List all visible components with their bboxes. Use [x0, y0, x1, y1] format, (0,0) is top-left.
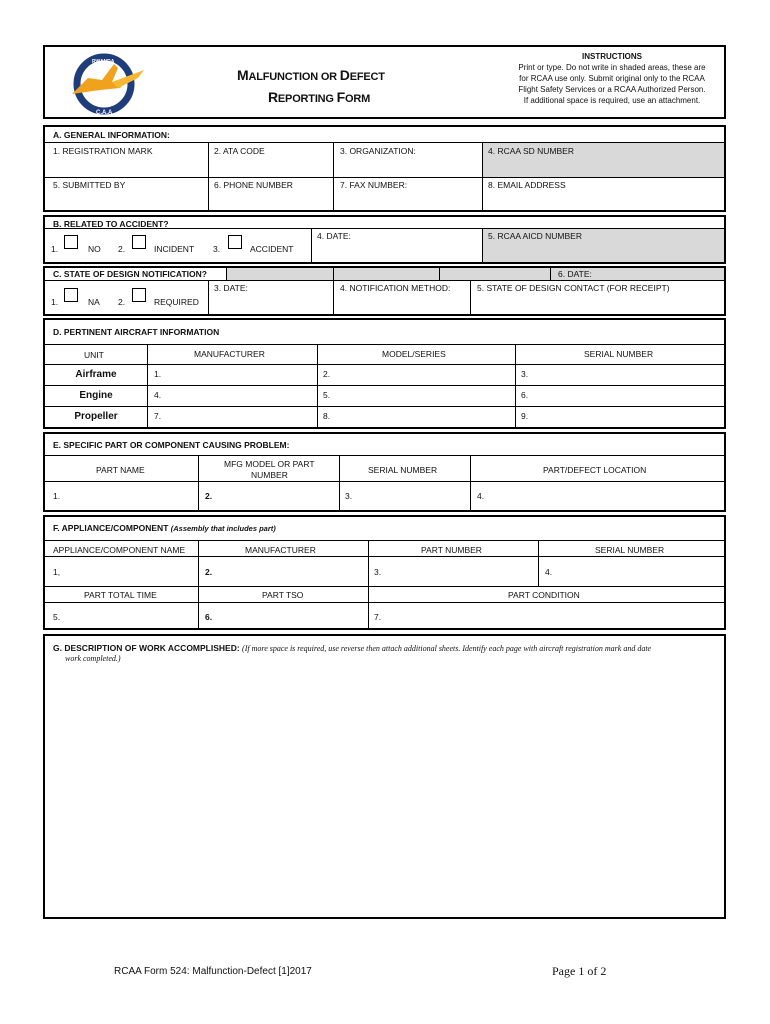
form-title-line2: REPORTING FORM: [268, 89, 371, 105]
d-cell-9[interactable]: 9.: [521, 411, 529, 421]
instructions-line-1: Print or type. Do not write in shaded areas, these are: [518, 63, 706, 72]
a-fax-number-label[interactable]: 7. FAX NUMBER:: [340, 180, 408, 190]
d-cell-4[interactable]: 4.: [154, 390, 162, 400]
b-heading: B. RELATED TO ACCIDENT?: [53, 219, 169, 229]
d-cell-1[interactable]: 1.: [154, 369, 162, 379]
a-ata-code-label[interactable]: 2. ATA CODE: [214, 146, 265, 156]
f-cell-1[interactable]: 1,: [53, 567, 61, 577]
e-cell-2[interactable]: 2.: [205, 491, 213, 501]
a-heading: A. GENERAL INFORMATION:: [53, 130, 170, 140]
b-accident-number: 3.: [213, 244, 221, 254]
e-col-mfg-model-1: MFG MODEL OR PART: [224, 459, 315, 469]
footer-form-id: RCAA Form 524: Malfunction-Defect [1]2017: [114, 966, 312, 977]
b-incident-number: 2.: [118, 244, 126, 254]
logo-bottom-text: C.A.A: [96, 110, 113, 116]
d-cell-5[interactable]: 5.: [323, 390, 331, 400]
b-no-checkbox[interactable]: [64, 235, 78, 249]
g-heading: G. DESCRIPTION OF WORK ACCOMPLISHED: (If more space is required, use reverse then attach additional sheets. Identify each page with aircraft registration mark and date: [53, 643, 652, 653]
a-rcaa-sd-number-label: 4. RCAA SD NUMBER: [488, 146, 574, 156]
b-accident-checkbox[interactable]: [228, 235, 242, 249]
c-required-checkbox[interactable]: [132, 288, 146, 302]
f-heading-note: (Assembly that includes part): [170, 524, 276, 533]
f-cell-7[interactable]: 7.: [374, 612, 382, 622]
b-no-label: NO: [88, 244, 101, 254]
f-cell-4[interactable]: 4.: [545, 567, 553, 577]
c-required-number: 2.: [118, 297, 126, 307]
d-col-model-series: MODEL/SERIES: [382, 349, 446, 359]
b-date-label[interactable]: 4. DATE:: [317, 231, 351, 241]
f-cell-6[interactable]: 6.: [205, 612, 213, 622]
f-col-part-condition: PART CONDITION: [508, 590, 580, 600]
section-g[interactable]: [43, 634, 726, 919]
d-col-manufacturer: MANUFACTURER: [194, 349, 265, 359]
c-date-label[interactable]: 3. DATE:: [214, 283, 248, 293]
f-col-part-tso: PART TSO: [262, 590, 304, 600]
rcaa-logo: [68, 50, 148, 118]
f-cell-3[interactable]: 3.: [374, 567, 382, 577]
a-email-address-label[interactable]: 8. EMAIL ADDRESS: [488, 180, 566, 190]
d-cell-7[interactable]: 7.: [154, 411, 162, 421]
e-heading: E. SPECIFIC PART OR COMPONENT CAUSING PROBLEM:: [53, 440, 290, 450]
b-rcaa-aicd-number-label: 5. RCAA AICD NUMBER: [488, 231, 582, 241]
f-heading: F. APPLIANCE/COMPONENT (Assembly that includes part): [53, 523, 276, 533]
c-notification-method-label[interactable]: 4. NOTIFICATION METHOD:: [340, 283, 451, 293]
a-submitted-by-label[interactable]: 5. SUBMITTED BY: [53, 180, 126, 190]
d-cell-3[interactable]: 3.: [521, 369, 529, 379]
a-organization-label[interactable]: 3. ORGANIZATION:: [340, 146, 416, 156]
instructions-line-2: for RCAA use only. Submit original only to the RCAA: [519, 74, 705, 83]
b-no-number: 1.: [51, 244, 59, 254]
f-cell-5[interactable]: 5.: [53, 612, 61, 622]
instructions-title: INSTRUCTIONS: [582, 52, 642, 61]
d-cell-8[interactable]: 8.: [323, 411, 331, 421]
d-row-engine-unit: Engine: [79, 390, 113, 401]
logo-top-text: RWANDA: [92, 59, 115, 65]
e-cell-1[interactable]: 1.: [53, 491, 61, 501]
b-accident-label: ACCIDENT: [250, 244, 294, 254]
f-col-part-number: PART NUMBER: [421, 545, 482, 555]
e-cell-4[interactable]: 4.: [477, 491, 485, 501]
e-cell-3[interactable]: 3.: [345, 491, 353, 501]
e-col-part-defect-location: PART/DEFECT LOCATION: [543, 465, 647, 475]
f-col-manufacturer: MANUFACTURER: [245, 545, 316, 555]
e-col-mfg-model-2: NUMBER: [251, 470, 288, 480]
g-note-line2: work completed.): [65, 654, 121, 663]
f-cell-2[interactable]: 2.: [205, 567, 213, 577]
c-na-number: 1.: [51, 297, 59, 307]
d-col-serial-number: SERIAL NUMBER: [584, 349, 654, 359]
e-col-serial-number: SERIAL NUMBER: [368, 465, 438, 475]
c-state-contact-label[interactable]: 5. STATE OF DESIGN CONTACT (FOR RECEIPT): [477, 283, 670, 293]
c-na-label: NA: [88, 297, 100, 307]
c-heading: C. STATE OF DESIGN NOTIFICATION?: [53, 269, 207, 279]
d-heading: D. PERTINENT AIRCRAFT INFORMATION: [53, 327, 220, 337]
b-incident-checkbox[interactable]: [132, 235, 146, 249]
d-row-airframe-unit: Airframe: [75, 369, 117, 380]
c-required-label: REQUIRED: [154, 297, 199, 307]
instructions-line-3: Flight Safety Services or a RCAA Authorized Person.: [518, 85, 706, 94]
f-col-part-total-time: PART TOTAL TIME: [84, 590, 157, 600]
instructions-line-4: If additional space is required, use an attachment.: [523, 96, 701, 105]
f-col-serial-number: SERIAL NUMBER: [595, 545, 665, 555]
f-col-appliance-name: APPLIANCE/COMPONENT NAME: [53, 545, 186, 555]
d-cell-6[interactable]: 6.: [521, 390, 529, 400]
d-row-propeller-unit: Propeller: [74, 411, 118, 422]
a-phone-number-label[interactable]: 6. PHONE NUMBER: [214, 180, 293, 190]
footer-page-number: Page 1 of 2: [552, 964, 607, 978]
form-title-line1: MALFUNCTION OR DEFECT: [237, 67, 385, 83]
d-cell-2[interactable]: 2.: [323, 369, 331, 379]
a-registration-mark-label[interactable]: 1. REGISTRATION MARK: [53, 146, 153, 156]
e-col-part-name: PART NAME: [96, 465, 145, 475]
g-note-line1: (If more space is required, use reverse then attach additional sheets. Identify each page with aircraft registration mark and date: [242, 644, 652, 653]
c-na-checkbox[interactable]: [64, 288, 78, 302]
d-col-unit: UNIT: [84, 350, 104, 360]
b-incident-label: INCIDENT: [154, 244, 195, 254]
c-date-6-label[interactable]: 6. DATE:: [558, 269, 592, 279]
